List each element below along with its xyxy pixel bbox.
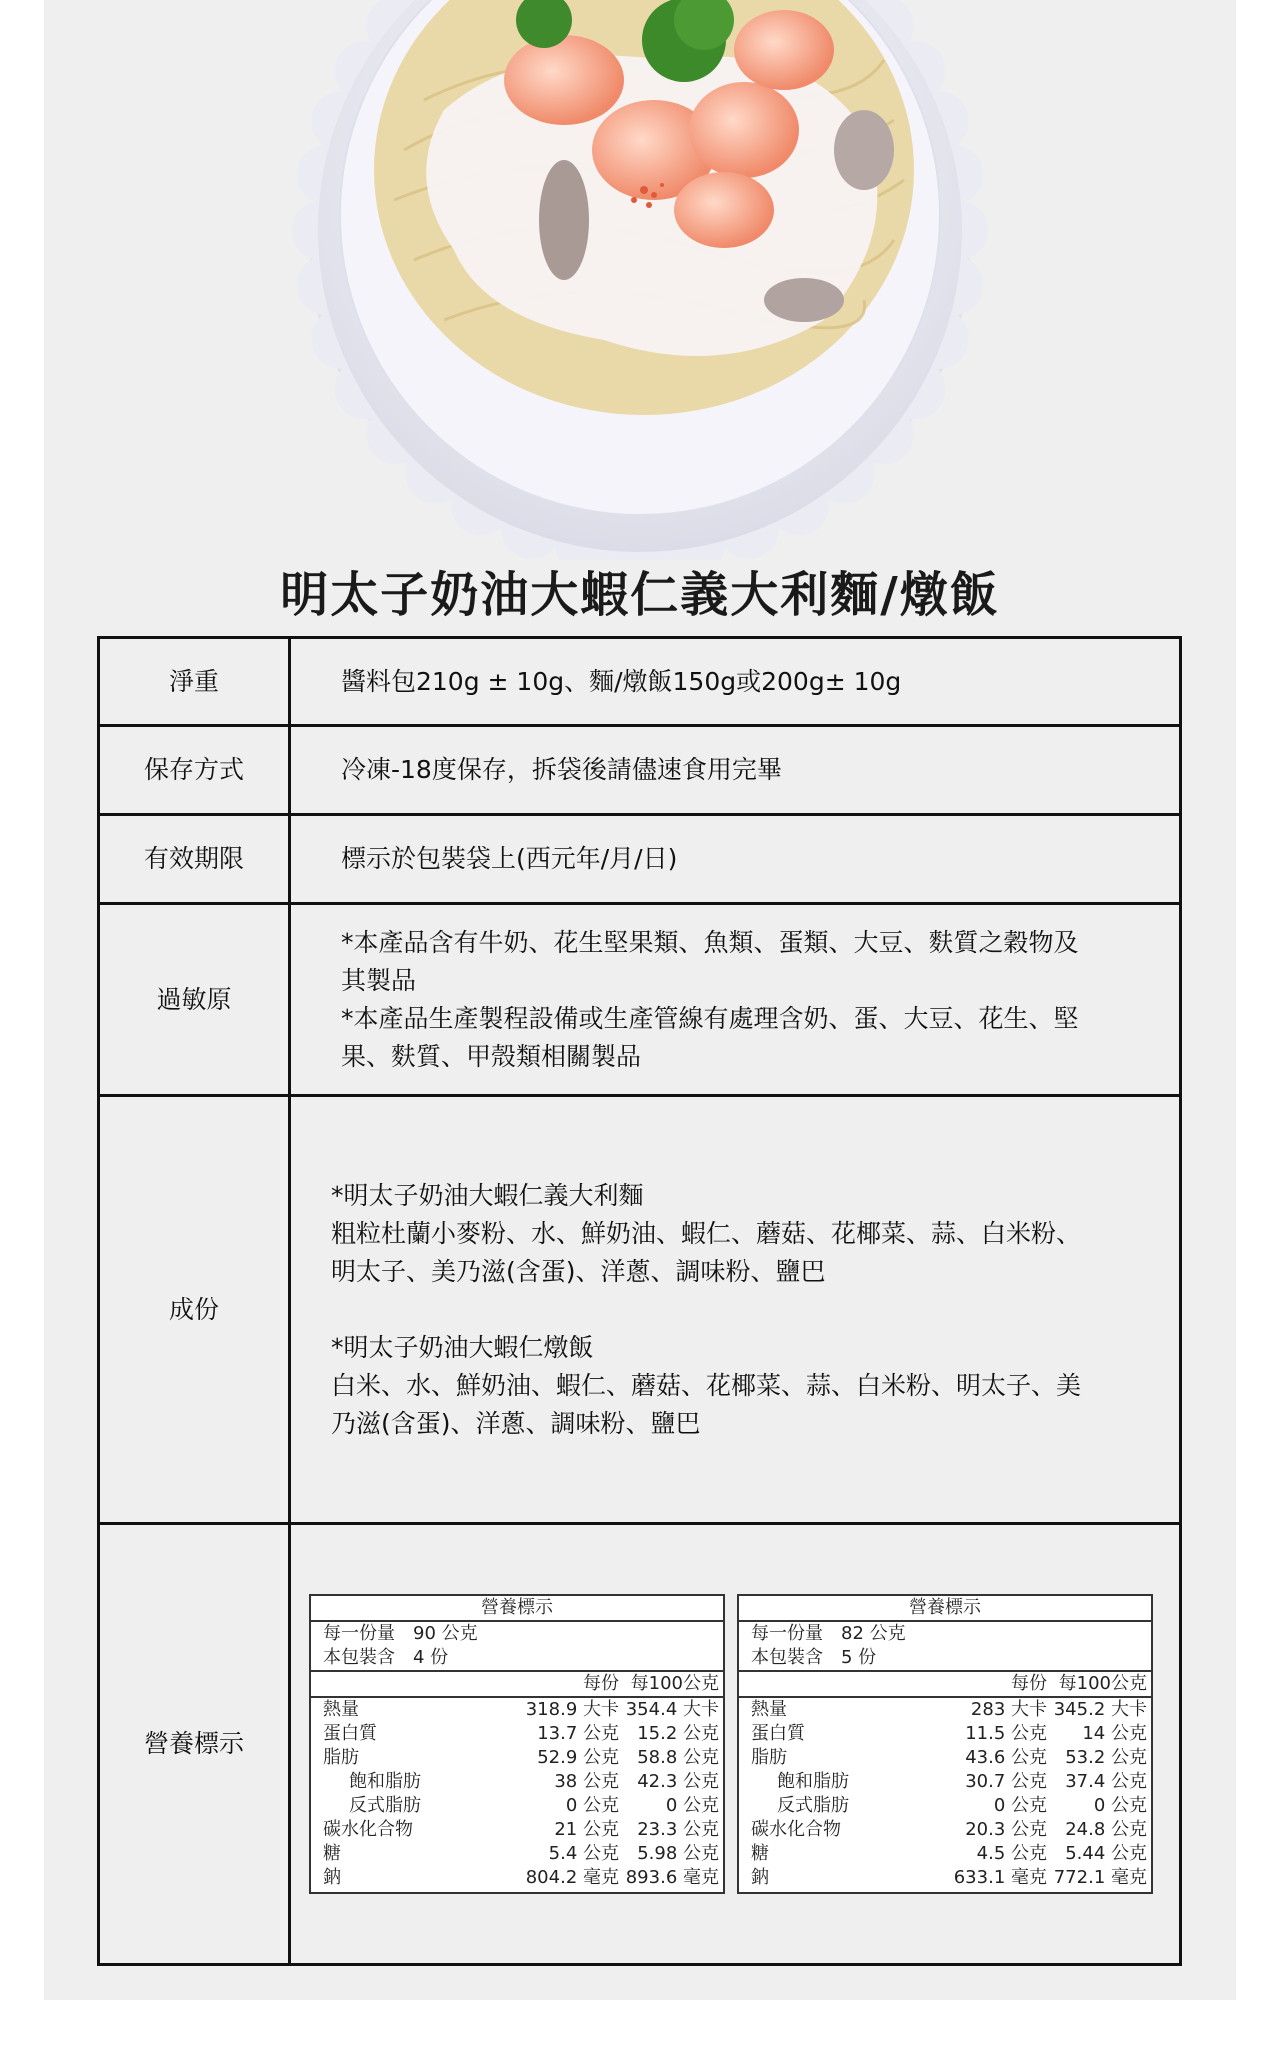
nutrition-tables [291, 1594, 1179, 1894]
nutrition-row: 鈉 633.1 毫克 772.1 毫克 [751, 1867, 1147, 1888]
nutrition-row: 反式脂肪 0 公克 0 公克 [777, 1795, 1147, 1816]
col-per-100g: 每100公克 [630, 1673, 719, 1694]
nutrition-row: 糖 4.5 公克 5.44 公克 [751, 1843, 1147, 1864]
nutrition-row: 脂肪 43.6 公克 53.2 公克 [751, 1747, 1147, 1768]
serving-size: 每一份量 82 公克 [751, 1623, 906, 1644]
allergen-value [290, 904, 1181, 1096]
spec-row-net-weight [99, 638, 1181, 726]
nutrition-row: 飽和脂肪 30.7 公克 37.4 公克 [777, 1771, 1147, 1792]
pasta-ingredients-line: *明太子奶油大蝦仁義大利麵 [331, 1180, 644, 1210]
nutrition-column-headers [311, 1672, 723, 1698]
spec-row-ingredients [99, 1096, 1181, 1524]
ingredients-label: 成份 [99, 1096, 290, 1524]
net-weight-label: 淨重 [99, 638, 290, 726]
storage-label: 保存方式 [99, 726, 290, 815]
allergen-label: 過敏原 [99, 904, 290, 1096]
storage-value: 冷凍-18度保存，拆袋後請儘速食用完畢 [290, 726, 1181, 815]
product-photo [44, 0, 1236, 560]
nutrition-row: 碳水化合物 20.3 公克 24.8 公克 [751, 1819, 1147, 1840]
spec-row-nutrition [99, 1524, 1181, 1965]
serving-size: 每一份量 90 公克 [323, 1623, 478, 1644]
product-title: 明太子奶油大蝦仁義大利麵/燉飯 [280, 567, 1000, 623]
nutrition-row: 熱量 318.9 大卡 354.4 大卡 [323, 1699, 719, 1720]
risotto-ingredients-line: *明太子奶油大蝦仁燉飯 [331, 1332, 594, 1362]
spec-row-expiry [99, 815, 1181, 904]
spec-row-storage [99, 726, 1181, 815]
nutrition-row: 鈉 804.2 毫克 893.6 毫克 [323, 1867, 719, 1888]
nutrition-label: 營養標示 [99, 1524, 290, 1965]
nutrition-row: 蛋白質 13.7 公克 15.2 公克 [323, 1723, 719, 1744]
spec-row-allergen [99, 904, 1181, 1096]
servings-per-package: 本包裝含 4 份 [311, 1646, 723, 1672]
allergen-line: 其製品 [341, 965, 417, 995]
nutrition-row: 碳水化合物 21 公克 23.3 公克 [323, 1819, 719, 1840]
nutrition-row: 飽和脂肪 38 公克 42.3 公克 [349, 1771, 719, 1792]
expiry-label: 有效期限 [99, 815, 290, 904]
servings-per-package: 本包裝含 5 份 [739, 1646, 1151, 1672]
nutrition-column-headers [739, 1672, 1151, 1698]
nutrition-table-header: 營養標示 [739, 1596, 1151, 1622]
allergen-line: 果、麩質、甲殼類相關製品 [341, 1041, 642, 1071]
nutrition-value [290, 1524, 1181, 1965]
nutrition-row: 熱量 283 大卡 345.2 大卡 [751, 1699, 1147, 1720]
nutrition-table-pasta [309, 1594, 725, 1894]
nutrition-row: 反式脂肪 0 公克 0 公克 [349, 1795, 719, 1816]
pasta-plate-image [44, 0, 1236, 560]
allergen-line: *本產品含有牛奶、花生堅果類、魚類、蛋類、大豆、麩質之穀物及 [341, 927, 1079, 957]
expiry-value: 標示於包裝袋上(西元年/月/日) [290, 815, 1181, 904]
risotto-ingredients-line: 乃滋(含蛋)、洋蔥、調味粉、鹽巴 [331, 1408, 701, 1438]
nutrition-row: 脂肪 52.9 公克 58.8 公克 [323, 1747, 719, 1768]
col-per-serving: 每份 [583, 1673, 619, 1694]
pasta-ingredients-line: 粗粒杜蘭小麥粉、水、鮮奶油、蝦仁、蘑菇、花椰菜、蒜、白米粉、 [331, 1218, 1082, 1248]
net-weight-value: 醬料包210g ± 10g、麵/燉飯150g或200g± 10g [290, 638, 1181, 726]
product-panel [44, 0, 1236, 2000]
col-per-100g: 每100公克 [1058, 1673, 1147, 1694]
nutrition-row: 糖 5.4 公克 5.98 公克 [323, 1843, 719, 1864]
spec-table [97, 636, 1182, 1966]
nutrition-row: 蛋白質 11.5 公克 14 公克 [751, 1723, 1147, 1744]
nutrition-table-header: 營養標示 [311, 1596, 723, 1622]
pasta-ingredients-line: 明太子、美乃滋(含蛋)、洋蔥、調味粉、鹽巴 [331, 1256, 826, 1286]
col-per-serving: 每份 [1011, 1673, 1047, 1694]
allergen-line: *本產品生產製程設備或生產管線有處理含奶、蛋、大豆、花生、堅 [341, 1003, 1079, 1033]
risotto-ingredients-line: 白米、水、鮮奶油、蝦仁、蘑菇、花椰菜、蒜、白米粉、明太子、美 [331, 1370, 1082, 1400]
ingredients-value [290, 1096, 1181, 1524]
nutrition-table-risotto [737, 1594, 1153, 1894]
